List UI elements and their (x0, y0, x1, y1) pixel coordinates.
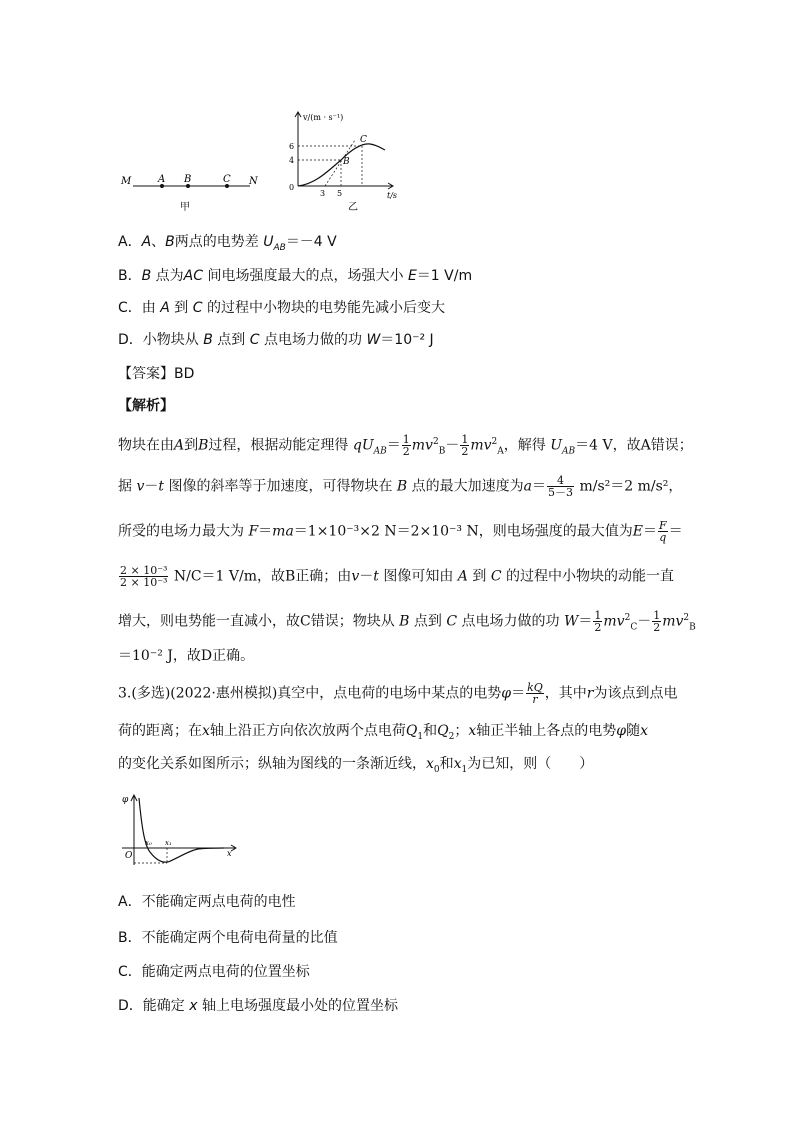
q3-line-2: 荷的距离；在x轴上沿正方向依次放两个点电荷$Q_1$和$Q_2$；x轴正半轴上各点的电势φ随x (118, 723, 648, 742)
option-a-prefix: A． (118, 234, 142, 250)
option-b[interactable]: B．B 点为AC 间电场强度最大的点，场强大小 E＝1 V/m (118, 268, 473, 284)
option-d-text-1: 点到 (217, 332, 246, 348)
analysis-line-5: 增大，则电势能一直减小，故C错误；物块从 B 点到 C 点电场力做的功 W＝ $\frac{1}{2}$ $mv^2_C-$ $\frac{1}{2}$ $mv^2_B$ (118, 609, 696, 635)
graph-point-b: B (343, 157, 350, 167)
graph-xlabel: t/s (387, 191, 398, 200)
option-c-text-2: 的过程中小物块的电势能先减小后变大 (206, 300, 445, 316)
q3-option-d-suffix: 轴上电场强度最小处的位置坐标 (201, 998, 398, 1014)
tick-x-5: 5 (337, 189, 343, 198)
analysis-line-4: $\frac{\text{2 × 10⁻³}}{\text{2 × 10⁻³}}$ N/C＝1 V/m，故B正确；由v－t 图像可知由 A 到 C 的过程中小物块的动能一直 (120, 564, 674, 589)
tick-y-0: 0 (289, 183, 295, 192)
analysis-line-3: 所受的电场力最大为 F＝ma＝1×10⁻³×2 N＝2×10⁻³ N，则电场强度的最大值为E＝ $\frac{F}{q}$ ＝ (118, 519, 683, 544)
label-n: N (249, 176, 258, 187)
figure-2 (112, 790, 242, 870)
q3-option-a[interactable]: A．不能确定两点电荷的电性 (118, 894, 296, 910)
phi-label: φ (122, 795, 129, 805)
graph-point-c: C (360, 135, 367, 145)
option-b-value: ＝1 V/m (416, 268, 473, 284)
tick-y-4: 4 (289, 156, 295, 165)
option-b-prefix: B． (118, 268, 142, 284)
option-d-text-2: 点电场力做的功 (263, 332, 367, 348)
x1-label: x₁ (165, 839, 172, 847)
option-a-text-1: 、 (151, 234, 166, 250)
q3-line-3: 的变化关系如图所示；纵轴为图线的一条渐近线，$x_0$和$x_1$为已知，则（ ） (118, 756, 594, 775)
q3-line-1: 3.(多选)(2022·惠州模拟)真空中，点电荷的电场中某点的电势φ＝ $\frac{kQ}{r}$ ，其中r为该点到点电 (118, 681, 678, 706)
option-c-prefix: C．由 (118, 300, 156, 316)
option-b-text-1: 点为 (155, 268, 184, 284)
option-d-prefix: D．小物块从 (118, 332, 204, 348)
label-b: B (184, 174, 192, 185)
answer-label: 【答案】BD (118, 366, 195, 382)
tick-x-3: 3 (320, 189, 326, 198)
option-c-text-1: 到 (174, 300, 189, 316)
x-axis-label: x (227, 849, 232, 858)
q3-option-b[interactable]: B．不能确定两个电荷电荷量的比值 (118, 930, 338, 946)
origin-label: O (125, 851, 133, 861)
caption-jia: 甲 (180, 202, 190, 213)
q3-option-d-prefix: D．能确定 (118, 998, 190, 1014)
q3-option-c[interactable]: C．能确定两点电荷的位置坐标 (118, 964, 310, 980)
figure-1 (115, 100, 415, 215)
option-c[interactable]: C．由 A 到 C 的过程中小物块的电势能先减小后变大 (118, 300, 445, 316)
option-a-value: ＝－4 V (285, 234, 337, 250)
graph-ylabel: v/(m · s⁻¹) (303, 113, 344, 122)
analysis-line-6: ＝10⁻² J，故D正确。 (118, 648, 255, 664)
label-m: M (121, 176, 132, 187)
label-a: A (158, 174, 166, 185)
analysis-line-1: 物块在由A到B过程，根据动能定理得 $qU_{AB}=$ $\frac{1}{2}$ $mv^2_B-$ $\frac{1}{2}$ $mv^2_A$，解得 $U_{AB}=4$ V，故A错误； (118, 433, 693, 459)
option-a-text-2: 两点的电势差 (174, 234, 264, 250)
label-c: C (223, 174, 231, 185)
caption-yi: 乙 (348, 202, 358, 213)
option-d[interactable]: D．小物块从 B 点到 C 点电场力做的功 W＝10⁻² J (118, 332, 434, 348)
option-b-text-2: 间电场强度最大的点，场强大小 (207, 268, 408, 284)
analysis-line-2: 据 v－t 图像的斜率等于加速度，可得物块在 B 点的最大加速度为a＝ $\frac{4}{5-3}$ m/s²＝2 m/s²， (118, 474, 683, 499)
tick-y-6: 6 (289, 142, 295, 151)
q3-option-d[interactable]: D．能确定 x 轴上电场强度最小处的位置坐标 (118, 998, 398, 1014)
x0-label: x₀ (145, 839, 152, 847)
option-d-value: ＝10⁻² J (380, 332, 434, 348)
option-a[interactable]: A．A、B两点的电势差 $U_{AB}=-4$ V (118, 234, 337, 253)
analysis-label: 【解析】 (118, 398, 174, 414)
